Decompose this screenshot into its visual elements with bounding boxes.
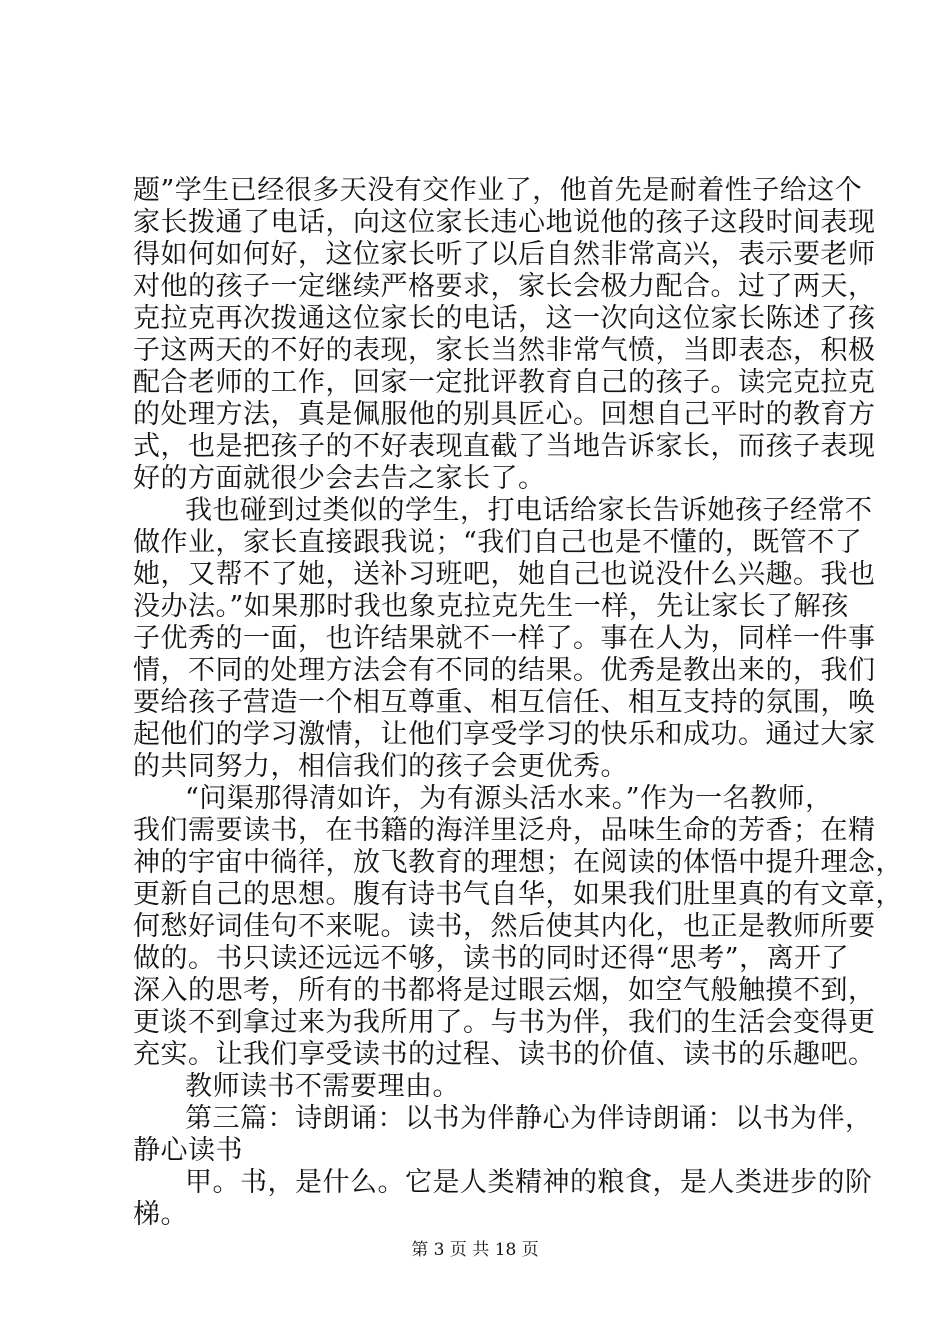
text-line: 更新自己的思想。腹有诗书气自华，如果我们肚里真的有文章， [133, 879, 903, 910]
text-line: 没办法。”如果那时我也象克拉克先生一样，先让家长了解孩 [133, 591, 849, 622]
text-line: 起他们的学习激情，让他们享受学习的快乐和成功。通过大家 [133, 719, 876, 750]
text-line: 题”学生已经很多天没有交作业了，他首先是耐着性子给这个 [133, 175, 863, 206]
paragraph-first-line: 教师读书不需要理由。 [185, 1071, 460, 1102]
page-number-footer: 第 3 页 共 18 页 [411, 1240, 539, 1260]
text-line: 做作业，家长直接跟我说；“我们自己也是不懂的，既管不了 [133, 527, 863, 558]
text-line: 子这两天的不好的表现，家长当然非常气愤，当即表态，积极 [133, 335, 876, 366]
section-heading-line: 静心读书 [133, 1135, 243, 1166]
text-line: 梯。 [133, 1199, 188, 1230]
text-line: 情，不同的处理方法会有不同的结果。优秀是教出来的，我们 [133, 655, 876, 686]
text-line: 做的。书只读还远远不够，读书的同时还得“思考”，离开了 [133, 943, 850, 974]
text-line: 配合老师的工作，回家一定批评教育自己的孩子。读完克拉克 [133, 367, 876, 398]
text-line: 神的宇宙中徜徉，放飞教育的理想；在阅读的体悟中提升理念， [133, 847, 903, 878]
paragraph-first-line: “问渠那得清如许，为有源头活水来。”作为一名教师， [185, 783, 833, 814]
text-line: 好的方面就很少会去告之家长了。 [133, 463, 546, 494]
paragraph-first-line: 我也碰到过类似的学生，打电话给家长告诉她孩子经常不 [185, 495, 873, 526]
text-line: 深入的思考，所有的书都将是过眼云烟，如空气般触摸不到， [133, 975, 876, 1006]
text-line: 要给孩子营造一个相互尊重、相互信任、相互支持的氛围，唤 [133, 687, 876, 718]
text-line: 式，也是把孩子的不好表现直截了当地告诉家长，而孩子表现 [133, 431, 876, 462]
text-line: 我们需要读书，在书籍的海洋里泛舟，品味生命的芳香；在精 [133, 815, 876, 846]
text-line: 家长拨通了电话，向这位家长违心地说他的孩子这段时间表现 [133, 207, 876, 238]
text-line: 的共同努力，相信我们的孩子会更优秀。 [133, 751, 628, 782]
section-heading-line: 第三篇：诗朗诵：以书为伴静心为伴诗朗诵：以书为伴， [185, 1103, 873, 1134]
text-line: 她，又帮不了她，送补习班吧，她自己也说没什么兴趣。我也 [133, 559, 876, 590]
text-line: 对他的孩子一定继续严格要求，家长会极力配合。过了两天， [133, 271, 876, 302]
text-line: 更谈不到拿过来为我所用了。与书为伴，我们的生活会变得更 [133, 1007, 876, 1038]
paragraph-first-line: 甲。书，是什么。它是人类精神的粮食，是人类进步的阶 [185, 1167, 873, 1198]
text-line: 子优秀的一面，也许结果就不一样了。事在人为，同样一件事 [133, 623, 876, 654]
text-line: 克拉克再次拨通这位家长的电话，这一次向这位家长陈述了孩 [133, 303, 876, 334]
text-line: 何愁好词佳句不来呢。读书，然后使其内化，也正是教师所要 [133, 911, 876, 942]
text-line: 充实。让我们享受读书的过程、读书的价值、读书的乐趣吧。 [133, 1039, 876, 1070]
text-line: 的处理方法，真是佩服他的别具匠心。回想自己平时的教育方 [133, 399, 876, 430]
text-line: 得如何如何好，这位家长听了以后自然非常高兴，表示要老师 [133, 239, 876, 270]
